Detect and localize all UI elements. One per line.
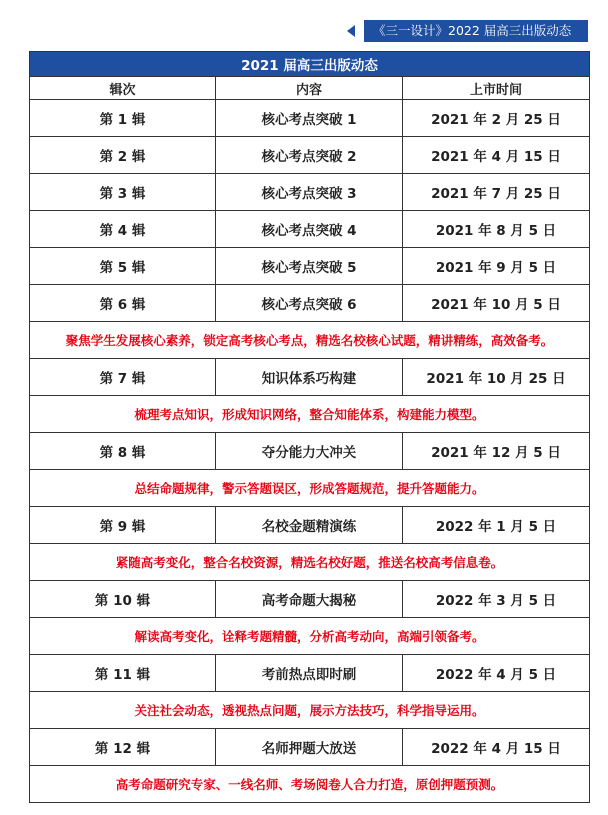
release-date-cell: 2021 年 10 月 5 日 [403, 285, 590, 322]
release-date-cell: 2021 年 9 月 5 日 [403, 248, 590, 285]
issue-cell: 第 12 辑 [30, 729, 216, 766]
table-note-row [30, 396, 590, 433]
table-note-row [30, 766, 590, 803]
release-date-cell: 2021 年 10 月 25 日 [403, 359, 590, 396]
issue-cell: 第 2 辑 [30, 137, 216, 174]
content-cell: 核心考点突破 5 [216, 248, 403, 285]
issue-cell: 第 1 辑 [30, 100, 216, 137]
release-date-cell: 2022 年 4 月 15 日 [403, 729, 590, 766]
issue-cell: 第 9 辑 [30, 507, 216, 544]
content-cell: 知识体系巧构建 [216, 359, 403, 396]
content-cell: 高考命题大揭秘 [216, 581, 403, 618]
content-cell: 核心考点突破 4 [216, 211, 403, 248]
table-note-row [30, 544, 590, 581]
table-row [30, 729, 590, 766]
note-text: 聚焦学生发展核心素养，锁定高考核心考点，精选名校核心试题，精讲精练，高效备考。 [30, 322, 590, 359]
content-cell: 名师押题大放送 [216, 729, 403, 766]
issue-cell: 第 5 辑 [30, 248, 216, 285]
issue-cell: 第 10 辑 [30, 581, 216, 618]
issue-cell: 第 3 辑 [30, 174, 216, 211]
content-cell: 核心考点突破 1 [216, 100, 403, 137]
column-header: 辑次 [30, 77, 216, 100]
issue-cell: 第 7 辑 [30, 359, 216, 396]
issue-cell: 第 4 辑 [30, 211, 216, 248]
content-cell: 核心考点突破 2 [216, 137, 403, 174]
table-title-row [30, 52, 590, 77]
note-text: 解读高考变化，诠释考题精髓，分析高考动向，高端引领备考。 [30, 618, 590, 655]
note-text: 梳理考点知识，形成知识网络，整合知能体系，构建能力模型。 [30, 396, 590, 433]
content-cell: 考前热点即时刷 [216, 655, 403, 692]
header-tag-label: 《三一设计》2022 届高三出版动态 [364, 20, 588, 42]
table-note-row [30, 692, 590, 729]
table-row [30, 137, 590, 174]
content-cell: 核心考点突破 3 [216, 174, 403, 211]
release-date-cell: 2022 年 1 月 5 日 [403, 507, 590, 544]
table-row [30, 581, 590, 618]
triangle-left-icon [347, 25, 355, 37]
content-cell: 核心考点突破 6 [216, 285, 403, 322]
content-cell: 夺分能力大冲关 [216, 433, 403, 470]
table-row [30, 174, 590, 211]
table-note-row [30, 322, 590, 359]
issue-cell: 第 8 辑 [30, 433, 216, 470]
table-row [30, 211, 590, 248]
note-text: 紧随高考变化，整合名校资源，精选名校好题，推送名校高考信息卷。 [30, 544, 590, 581]
release-date-cell: 2022 年 4 月 5 日 [403, 655, 590, 692]
table-row [30, 285, 590, 322]
table-row [30, 507, 590, 544]
issue-cell: 第 6 辑 [30, 285, 216, 322]
note-text: 总结命题规律，警示答题误区，形成答题规范，提升答题能力。 [30, 470, 590, 507]
issue-cell: 第 11 辑 [30, 655, 216, 692]
table-title: 2021 届高三出版动态 [30, 52, 590, 77]
publication-table [29, 51, 590, 803]
note-text: 高考命题研究专家、一线名师、考场阅卷人合力打造，原创押题预测。 [30, 766, 590, 803]
release-date-cell: 2021 年 4 月 15 日 [403, 137, 590, 174]
column-header: 上市时间 [403, 77, 590, 100]
table-row [30, 433, 590, 470]
release-date-cell: 2021 年 8 月 5 日 [403, 211, 590, 248]
content-cell: 名校金题精演练 [216, 507, 403, 544]
table-note-row [30, 618, 590, 655]
table-row [30, 248, 590, 285]
release-date-cell: 2021 年 7 月 25 日 [403, 174, 590, 211]
table-row [30, 359, 590, 396]
table-row [30, 100, 590, 137]
table-note-row [30, 470, 590, 507]
release-date-cell: 2021 年 12 月 5 日 [403, 433, 590, 470]
table-header-row [30, 77, 590, 100]
release-date-cell: 2022 年 3 月 5 日 [403, 581, 590, 618]
release-date-cell: 2021 年 2 月 25 日 [403, 100, 590, 137]
column-header: 内容 [216, 77, 403, 100]
note-text: 关注社会动态，透视热点问题，展示方法技巧，科学指导运用。 [30, 692, 590, 729]
table-row [30, 655, 590, 692]
header-tag [347, 20, 588, 42]
